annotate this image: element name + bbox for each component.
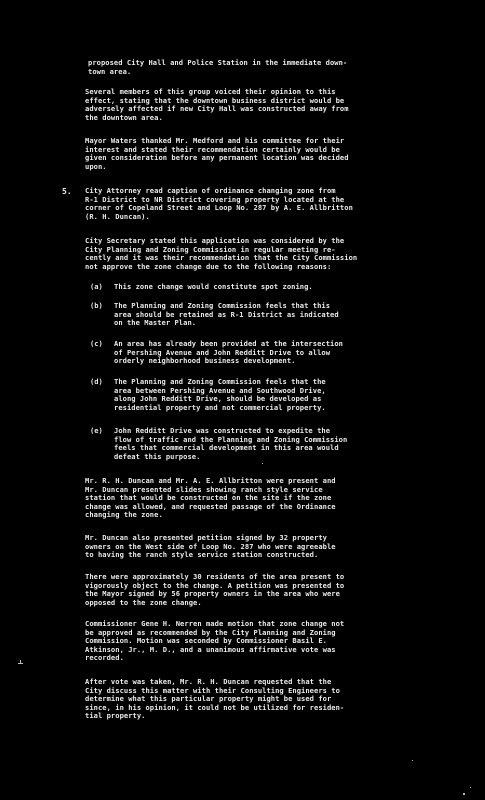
reason-d [114, 378, 326, 412]
text-line: cently and it was their recommendation that the City Commission [85, 253, 358, 263]
text-line: R-1 District to NR District covering property located at the [85, 194, 345, 204]
text-line: proposed City Hall and Police Station in the immediate down- [88, 58, 348, 67]
text-line: determine what this particular property might be used for [85, 694, 332, 704]
text-line: along John Redditt Drive, should be developed as [114, 394, 322, 404]
text-line: There were approximately 30 residents of the area present to [85, 572, 345, 581]
text-line: tial property. [85, 711, 146, 721]
text-line: since, in his opinion, it could not be utilized for residen- [85, 702, 345, 712]
reason-e [114, 427, 347, 461]
reason-label: (b) [90, 301, 103, 310]
paragraph-secretary [85, 237, 357, 271]
text-line: Several members of this group voiced their opinion to this [85, 87, 336, 96]
paragraph-motion [85, 620, 344, 663]
text-line: changing the zone. [85, 510, 163, 520]
scan-speck [470, 787, 471, 788]
text-line: Commissioner Gene H. Nerren made motion that zone change not [85, 619, 345, 628]
scan-speck [463, 793, 465, 795]
text-line: be approved as recommended by the City Planning and Zoning [85, 627, 336, 637]
text-line: The Planning and Zoning Commission feels that this [114, 301, 331, 310]
scan-speck [20, 660, 21, 664]
paragraph-residents [85, 573, 344, 607]
text-line: flow of traffic and the Planning and Zoning Commission [114, 434, 348, 444]
text-line: adversely affected if new City Hall was constructed away from [85, 104, 349, 114]
text-line: station that would be constructed on the site if the zone [85, 493, 332, 503]
text-line: effect, stating that the downtown business district would be [85, 95, 345, 105]
text-line: John Redditt Drive was constructed to expedite the [114, 426, 331, 435]
text-line: recorded. [85, 653, 124, 663]
reason-b [114, 302, 339, 328]
text-line: town area. [88, 66, 132, 76]
scan-speck [262, 463, 263, 464]
text-line: City discuss this matter with their Consulting Engineers to [85, 685, 340, 695]
text-line: the Mayor signed by 56 property owners in the area who were [85, 589, 340, 599]
paragraph-petition [85, 534, 336, 560]
text-line: interest and stated their recommendation certainly would be [85, 144, 340, 154]
text-line: corner of Copeland Street and Loop No. 287 by A. E. Allbritton [85, 203, 353, 213]
text-line: The Planning and Zoning Commission feels that the [114, 377, 326, 386]
text-line: City Planning and Zoning Commission in regular meeting re- [85, 244, 336, 254]
text-line: After vote was taken, Mr. R. H. Duncan requested that the [85, 677, 332, 686]
text-line: to having the ranch style service station constructed. [85, 550, 319, 560]
text-line: An area has already been provided at the intersection [114, 339, 344, 348]
text-line: upon. [85, 161, 107, 171]
reason-label: (d) [90, 377, 103, 386]
text-line: on the Master Plan. [114, 318, 197, 328]
reason-label: (a) [90, 282, 103, 291]
paragraph-group-opinion [85, 88, 349, 122]
paragraph-after-vote [85, 678, 344, 721]
reason-a [114, 283, 313, 292]
item-number: 5. [62, 187, 72, 196]
reason-label: (e) [90, 426, 103, 435]
paragraph-mayor-thanks [85, 137, 349, 171]
text-line: of Pershing Avenue and John Redditt Drive to allow [114, 347, 331, 357]
text-line: Atkinson, Jr., M. D., and a unanimous affirmative vote was [85, 644, 336, 654]
text-line: area between Pershing Avenue and Southwood Drive, [114, 385, 326, 395]
reason-c [114, 340, 343, 366]
text-line: defeat this purpose. [114, 451, 201, 461]
text-line: opposed to the zone change. [85, 597, 202, 607]
text-line: Commission. Motion was seconded by Commissioner Basil E. [85, 636, 327, 646]
text-line: vigorously object to the change. A petition was presented to [85, 580, 345, 590]
text-line: orderly neighborhood business development. [114, 356, 296, 366]
item5-caption [85, 187, 353, 221]
text-line: Mr. Duncan presented slides showing ranch style service [85, 484, 323, 494]
text-line: residential property and not commercial property. [114, 402, 326, 412]
text-line: feels that commercial development in this area would [114, 443, 339, 453]
text-line: This zone change would constitute spot zoning. [114, 282, 313, 291]
text-line: given consideration before any permanent location was decided [85, 153, 349, 163]
scan-speck [412, 760, 413, 761]
text-line: change was allowed, and requested passage of the Ordinance [85, 501, 336, 511]
text-line: area should be retained as R-1 District as indicated [114, 309, 339, 319]
text-line: Mr. Duncan also presented petition signed by 32 property [85, 533, 327, 542]
text-line: Mr. R. H. Duncan and Mr. A. E. Allbritton were present and [85, 476, 336, 485]
text-line: not approve the zone change due to the following reasons: [85, 261, 332, 271]
text-line: City Attorney read caption of ordinance changing zone from [85, 186, 336, 195]
text-line: Mayor Waters thanked Mr. Medford and his committee for their [85, 136, 345, 145]
text-line: City Secretary stated this application was considered by the [85, 236, 345, 245]
paragraph-duncan-slides [85, 477, 336, 520]
text-line: (R. H. Duncan). [85, 211, 150, 221]
reason-label: (c) [90, 339, 103, 348]
text-line: owners on the West side of Loop No. 287 who were agreeable [85, 541, 336, 551]
text-line: the downtown area. [85, 112, 163, 122]
intro-paragraph [88, 59, 347, 76]
